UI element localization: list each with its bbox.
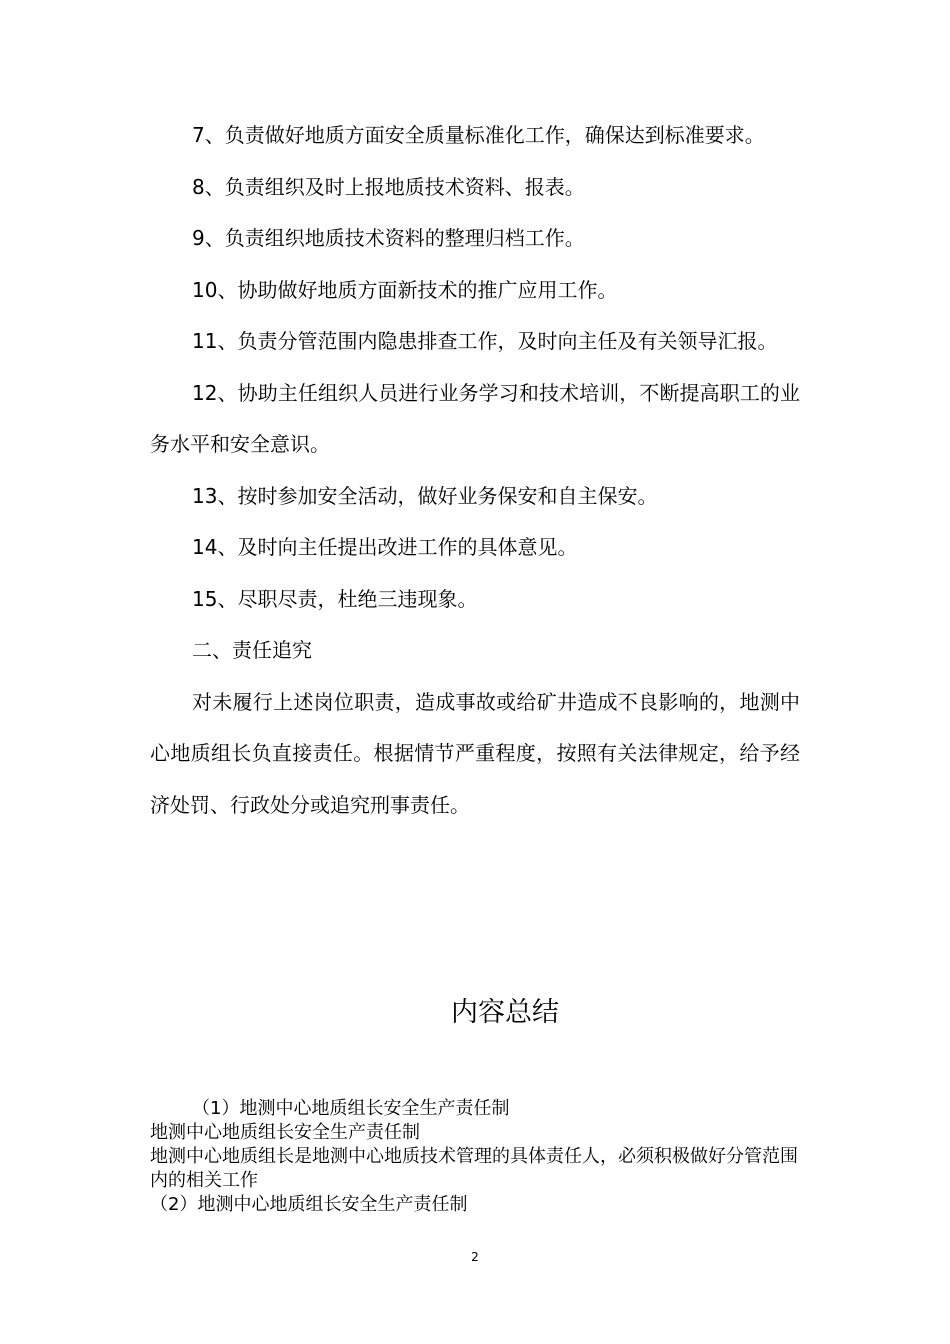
paragraph-item-11: 11、负责分管范围内隐患排查工作，及时向主任及有关领导汇报。 (192, 329, 778, 353)
paragraph-item-12: 12、协助主任组织人员进行业务学习和技术培训，不断提高职工的业务水平和安全意识。 (150, 380, 800, 456)
paragraph-item-13: 13、按时参加安全活动，做好业务保安和自主保安。 (192, 483, 658, 508)
paragraph-item-8: 8、负责组织及时上报地质技术资料、报表。 (192, 174, 585, 199)
summary-title: 内容总结 (451, 997, 559, 1028)
paragraph-item-10: 10、协助做好地质方面新技术的推广应用工作。 (192, 277, 618, 302)
summary-line: 地测中心地质组长是地测中心地质技术管理的具体责任人，必须积极做好分管范围内的相关工作 (150, 1146, 798, 1191)
summary-block (150, 1097, 800, 1217)
body-text (150, 110, 800, 831)
paragraph-item-14: 14、及时向主任提出改进工作的具体意见。 (192, 535, 578, 559)
summary-line: 地测中心地质组长安全生产责任制 (150, 1122, 420, 1143)
summary-line: （2）地测中心地质组长安全生产责任制 (150, 1194, 468, 1215)
summary-line: （1）地测中心地质组长安全生产责任制 (192, 1098, 510, 1119)
paragraph-accountability: 对未履行上述岗位职责，造成事故或给矿井造成不良影响的，地测中心地质组长负直接责任。根据情节严重程度，按照有关法律规定，给予经济处罚、行政处分或追究刑事责任。 (150, 689, 800, 817)
paragraph-item-9: 9、负责组织地质技术资料的整理归档工作。 (192, 226, 585, 250)
paragraph-item-15: 15、尽职尽责，杜绝三违现象。 (192, 586, 478, 611)
page-number: 2 (471, 1250, 479, 1264)
section-heading-responsibility: 二、责任追究 (192, 638, 312, 662)
paragraph-item-7: 7、负责做好地质方面安全质量标准化工作，确保达到标准要求。 (192, 123, 765, 147)
